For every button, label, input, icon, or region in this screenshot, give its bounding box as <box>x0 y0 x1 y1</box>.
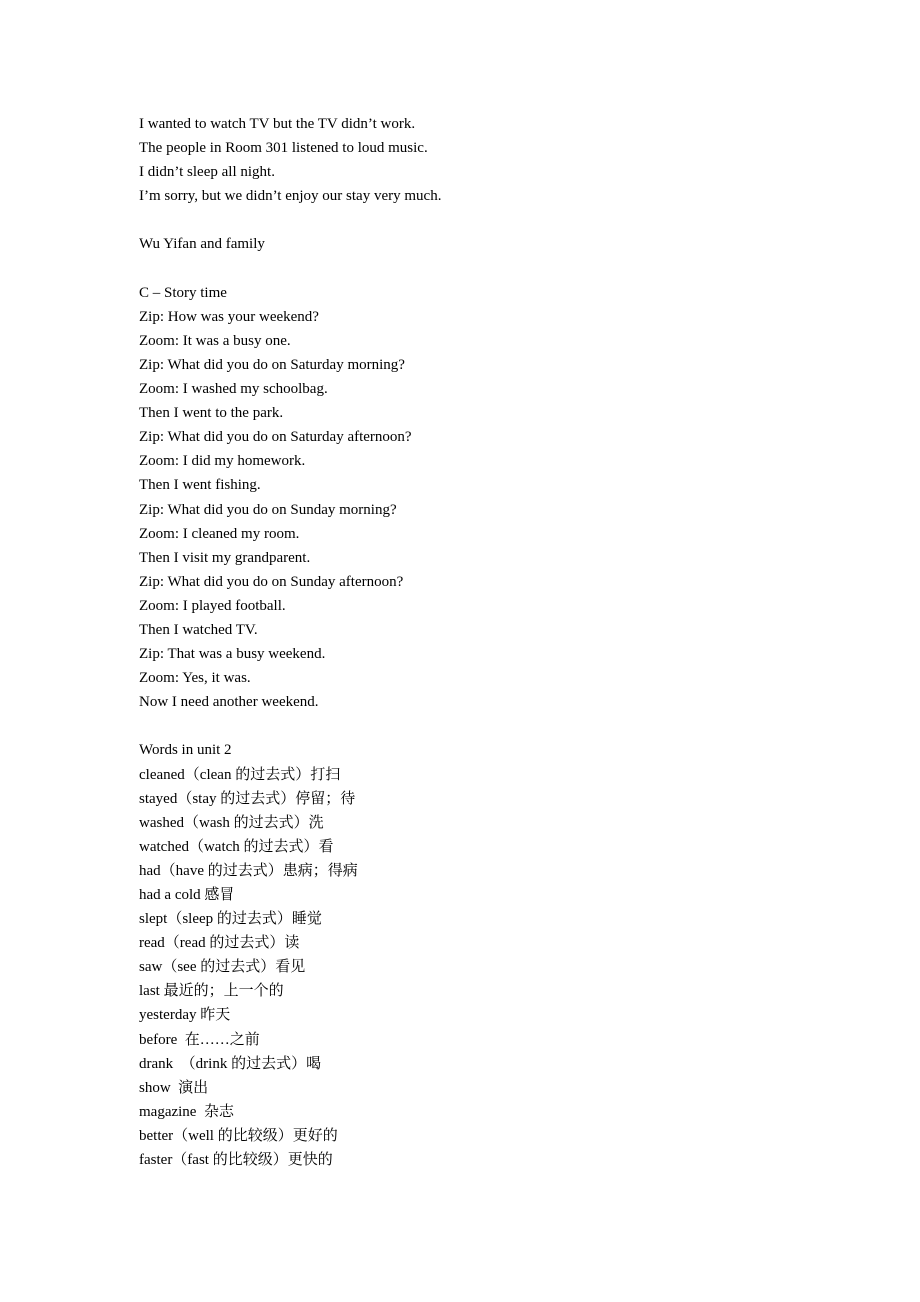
blank-line <box>139 208 839 232</box>
vocabulary-item: read（read 的过去式）读 <box>139 935 300 952</box>
dialogue-line: Zoom: I did my homework. <box>139 453 306 470</box>
text-line: I didn’t sleep all night. <box>139 164 275 181</box>
vocabulary-item: last 最近的；上一个的 <box>139 983 284 1000</box>
hotel-complaint-section <box>139 112 839 208</box>
vocabulary-item: drank （drink 的过去式）喝 <box>139 1055 322 1072</box>
vocabulary-item: washed（wash 的过去式）洗 <box>139 814 324 831</box>
vocabulary-item: had（have 的过去式）患病；得病 <box>139 862 358 879</box>
vocabulary-item: stayed（stay 的过去式）停留；待 <box>139 790 356 807</box>
dialogue-line: Zip: That was a busy weekend. <box>139 646 326 663</box>
dialogue-line: Zip: What did you do on Saturday morning? <box>139 356 405 373</box>
dialogue-line: Zoom: I cleaned my room. <box>139 525 300 542</box>
text-line: I’m sorry, but we didn’t enjoy our stay very much. <box>139 188 442 205</box>
dialogue-line: Then I went to the park. <box>139 405 284 422</box>
story-time-section <box>139 281 839 715</box>
vocabulary-item: had a cold 感冒 <box>139 887 235 903</box>
vocabulary-item: slept（sleep 的过去式）睡觉 <box>139 911 322 928</box>
signature: Wu Yifan and family <box>139 236 265 253</box>
vocabulary-item: faster（fast 的比较级）更快的 <box>139 1152 333 1169</box>
vocabulary-item: better（well 的比较级）更好的 <box>139 1127 338 1144</box>
dialogue-line: Zoom: I played football. <box>139 597 286 614</box>
dialogue-line: Zip: What did you do on Sunday afternoon? <box>139 573 404 590</box>
dialogue-line: Zoom: It was a busy one. <box>139 332 291 349</box>
vocabulary-item: before 在……之前 <box>139 1031 260 1048</box>
text-line: I wanted to watch TV but the TV didn’t work. <box>139 116 416 132</box>
vocabulary-item: cleaned（clean 的过去式）打扫 <box>139 766 341 783</box>
dialogue-line: Zip: What did you do on Sunday morning? <box>139 501 397 518</box>
vocabulary-item: saw（see 的过去式）看见 <box>139 959 306 976</box>
vocabulary-item: show 演出 <box>139 1079 209 1096</box>
dialogue-line: Then I visit my grandparent. <box>139 549 311 566</box>
document-page <box>139 112 839 1172</box>
dialogue-line: Zoom: Yes, it was. <box>139 670 251 687</box>
dialogue-line: Then I went fishing. <box>139 477 261 494</box>
dialogue-line: Then I watched TV. <box>139 621 258 638</box>
dialogue-line: Zip: What did you do on Saturday afternoon? <box>139 429 412 446</box>
dialogue-line: Zip: How was your weekend? <box>139 308 319 325</box>
text-line: The people in Room 301 listened to loud music. <box>139 140 428 157</box>
vocabulary-section <box>139 738 839 1172</box>
section-heading: Words in unit 2 <box>139 742 232 759</box>
section-heading: C – Story time <box>139 284 227 301</box>
blank-line <box>139 714 839 738</box>
blank-line <box>139 257 839 281</box>
vocabulary-item: yesterday 昨天 <box>139 1007 231 1024</box>
dialogue-line: Now I need another weekend. <box>139 694 319 711</box>
vocabulary-item: watched（watch 的过去式）看 <box>139 838 334 855</box>
dialogue-line: Zoom: I washed my schoolbag. <box>139 381 328 398</box>
vocabulary-item: magazine 杂志 <box>139 1103 234 1120</box>
